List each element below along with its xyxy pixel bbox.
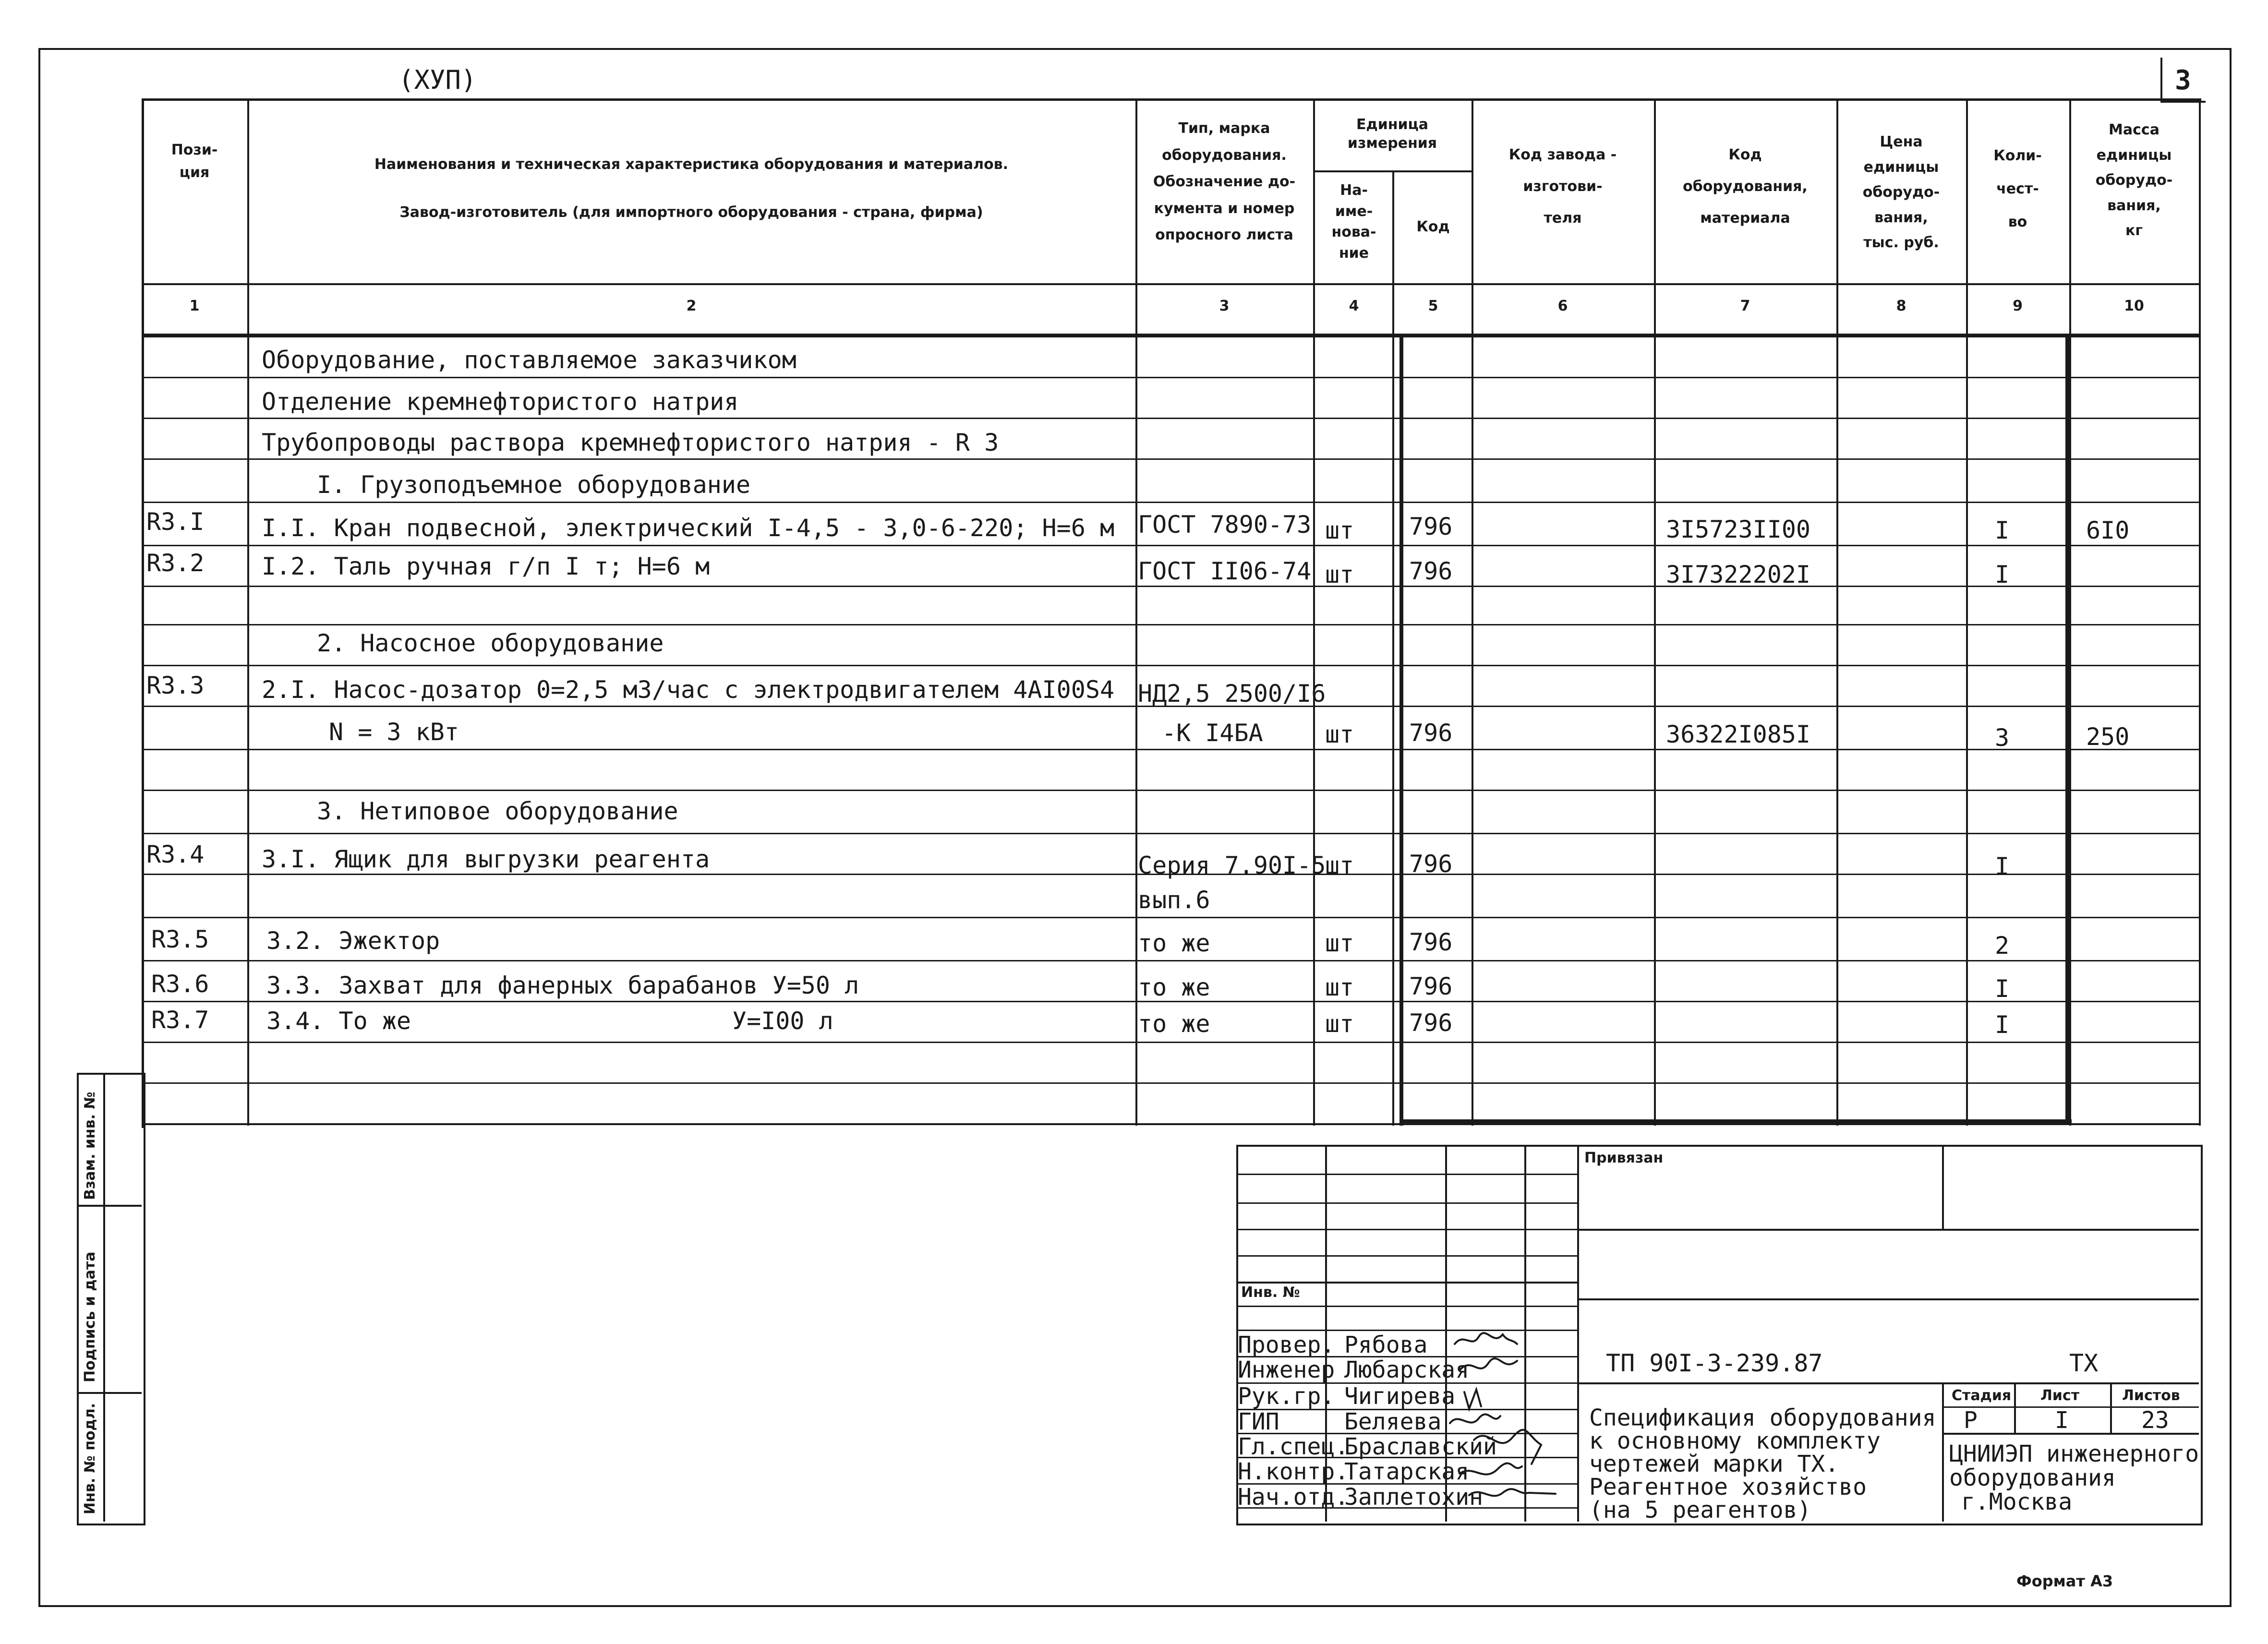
row-10-equip-code: 36322I085I (1666, 720, 1811, 748)
name-belyaeva: Беляева (1344, 1408, 1442, 1435)
row-6-position: R3.2 (146, 549, 205, 577)
row-6-qty: I (1995, 561, 2010, 588)
name-braslavsky: Браславский (1344, 1433, 1497, 1460)
doc-title-5: (на 5 реагентов) (1589, 1497, 1811, 1524)
row-16-qty: I (1995, 975, 2010, 1003)
row-4-name: I. Грузоподъемное оборудование (317, 471, 751, 499)
row-14-type: вып.6 (1138, 886, 1210, 914)
col-number-8: 8 (1896, 298, 1906, 314)
col-number-7: 7 (1740, 298, 1750, 314)
org-line-2: оборудования (1949, 1464, 2116, 1491)
row-17-name: 3.4. То же (266, 1007, 411, 1035)
col-header-type: Тип, марка оборудования. Обозначение до- кумента и номер опросного листа (1153, 120, 1296, 243)
row-10-mass: 250 (2086, 723, 2130, 751)
row-5-mass: 6I0 (2086, 516, 2130, 544)
row-6-code: 796 (1409, 557, 1453, 585)
col-header-equip-code: Код оборудования, материала (1683, 146, 1808, 227)
row-3-name: Трубопроводы раствора кремнефтористого натрия - R 3 (262, 429, 999, 456)
role-engineer: Инженер (1238, 1356, 1335, 1383)
row-5-qty: I (1995, 516, 2010, 544)
signatures-graphic (1445, 1330, 1580, 1517)
row-15-unit: шт (1325, 929, 1354, 957)
row-17-code: 796 (1409, 1009, 1453, 1037)
row-5-unit: шт (1325, 516, 1354, 544)
row-15-position: R3.5 (151, 925, 209, 953)
row-15-code: 796 (1409, 928, 1453, 956)
row-9-name: 2.I. Насос-дозатор 0=2,5 м3/час с электродвигателем 4AI00S4 (262, 676, 1115, 704)
row-16-position: R3.6 (151, 970, 209, 998)
role-chief-specialist: Гл.спец. (1238, 1433, 1349, 1460)
col-number-10: 10 (2124, 298, 2144, 314)
col-header-name-2: Завод-изготовитель (для импортного оборудования - страна, фирма) (399, 204, 983, 221)
row-9-position: R3.3 (146, 672, 205, 699)
row-10-qty: 3 (1995, 724, 2010, 752)
row-6-unit: шт (1325, 561, 1354, 588)
row-8-name: 2. Насосное оборудование (317, 629, 664, 657)
stage-label: Стадия (1952, 1387, 2012, 1404)
row-6-equip-code: 3I7322202I (1666, 561, 1811, 588)
side-label-replacement: Взам. инв. № (82, 1092, 98, 1200)
row-16-code: 796 (1409, 972, 1453, 1000)
sheet-value: I (2055, 1407, 2069, 1434)
col-number-5: 5 (1428, 298, 1438, 314)
name-ryabova: Рябова (1344, 1332, 1428, 1358)
sheet-label: Лист (2040, 1387, 2080, 1404)
role-check: Провер. (1238, 1332, 1335, 1358)
row-13-unit: шт (1325, 852, 1354, 879)
stage-value: Р (1964, 1407, 1978, 1434)
org-line-3: г.Москва (1961, 1488, 2073, 1515)
row-17-qty: I (1995, 1011, 2010, 1039)
col-number-9: 9 (2013, 298, 2023, 314)
sheets-value: 23 (2141, 1407, 2169, 1434)
row-15-qty: 2 (1995, 932, 2010, 960)
col-header-unit-code: Код (1416, 218, 1450, 235)
row-9-type: НД2,5 2500/I6 (1138, 680, 1326, 708)
col-header-price: Цена единицы оборудо- вания, тыс. руб. (1862, 133, 1940, 251)
col-header-qty: Коли- чест- во (1993, 147, 2042, 230)
name-tatarskaya: Татарская (1344, 1458, 1470, 1485)
col-header-mass: Масса единицы оборудо- вания, кг (2095, 121, 2173, 239)
row-10-unit: шт (1325, 720, 1354, 748)
role-norm-control: Н.контр. (1238, 1458, 1349, 1485)
col-header-name-1: Наименования и техническая характеристика оборудования и материалов. (374, 156, 1009, 173)
doc-title-2: к основному комплекту (1589, 1428, 1881, 1454)
doc-title-3: чертежей марки ТХ. (1589, 1451, 1839, 1477)
role-dept-head: Нач.отд. (1238, 1484, 1349, 1511)
row-13-code: 796 (1409, 850, 1453, 878)
title-block-inv-no: Инв. № (1241, 1284, 1300, 1301)
col-number-1: 1 (189, 298, 200, 314)
row-13-type: Серия 7.90I-5 (1138, 852, 1326, 879)
side-label-inventory: Инв. № подл. (82, 1403, 98, 1514)
sheets-label: Листов (2122, 1387, 2180, 1404)
row-17-name-extra: У=I00 л (732, 1007, 833, 1035)
row-1-name: Оборудование, поставляемое заказчиком (262, 346, 796, 374)
row-13-name: 3.I. Ящик для выгрузки реагента (262, 845, 710, 873)
doc-title-4: Реагентное хозяйство (1589, 1474, 1867, 1500)
row-15-type: то же (1138, 929, 1210, 957)
row-5-type: ГОСТ 7890-73 (1138, 511, 1312, 539)
corner-code: (ХУП) (398, 65, 477, 95)
doc-code: ТП 90I-3-239.87 (1606, 1349, 1823, 1377)
row-6-type: ГОСТ II06-74 (1138, 557, 1312, 585)
row-6-name: I.2. Таль ручная г/п I т; H=6 м (262, 552, 710, 580)
row-17-unit: шт (1325, 1010, 1354, 1038)
row-17-position: R3.7 (151, 1006, 209, 1034)
name-chigireva: Чигирева (1344, 1383, 1456, 1410)
row-10-type: -К I4БА (1162, 719, 1263, 747)
row-13-position: R3.4 (146, 840, 205, 868)
name-zapletokhin: Заплетохин (1344, 1484, 1483, 1511)
role-chief-engineer: ГИП (1238, 1408, 1279, 1435)
row-5-position: R3.I (146, 508, 205, 536)
col-header-position: Пози- ция (171, 142, 218, 181)
row-16-type: то же (1138, 973, 1210, 1001)
row-2-name: Отделение кремнефтористого натрия (262, 388, 739, 416)
row-5-equip-code: 3I5723II00 (1666, 516, 1811, 543)
doc-mark: ТХ (2069, 1349, 2099, 1377)
row-16-unit: шт (1325, 973, 1354, 1001)
col-header-unit-name: На- име- нова- ние (1331, 182, 1376, 262)
row-5-name: I.I. Кран подвесной, электрический I-4,5 - 3,0-6-220; H=6 м (262, 514, 1115, 542)
format-label: Формат А3 (2016, 1572, 2113, 1590)
row-15-name: 3.2. Эжектор (266, 927, 440, 955)
side-label-signature: Подпись и дата (82, 1251, 98, 1382)
col-header-maker-code: Код завода - изготови- теля (1508, 146, 1617, 227)
role-group-lead: Рук.гр. (1238, 1383, 1335, 1410)
col-number-3: 3 (1219, 298, 1230, 314)
title-block-privyazan: Привязан (1584, 1150, 1664, 1166)
sheet-number: 3 (2175, 65, 2191, 96)
name-lyubarskaya: Любарская (1344, 1356, 1470, 1383)
row-10-name: N = 3 кВт (329, 718, 459, 746)
row-17-type: то же (1138, 1010, 1210, 1038)
doc-title-1: Спецификация оборудования (1589, 1404, 1936, 1431)
row-16-name: 3.3. Захват для фанерных барабанов У=50 л (266, 972, 859, 999)
row-5-code: 796 (1409, 513, 1453, 540)
col-number-4: 4 (1349, 298, 1359, 314)
row-12-name: 3. Нетиповое оборудование (317, 797, 678, 825)
org-line-1: ЦНИИЭП инженерного (1949, 1440, 2199, 1467)
row-10-code: 796 (1409, 719, 1453, 747)
row-13-qty: I (1995, 852, 2010, 880)
col-number-2: 2 (686, 298, 697, 314)
col-number-6: 6 (1557, 298, 1568, 314)
col-header-unit-group: Единица измерения (1347, 116, 1437, 152)
